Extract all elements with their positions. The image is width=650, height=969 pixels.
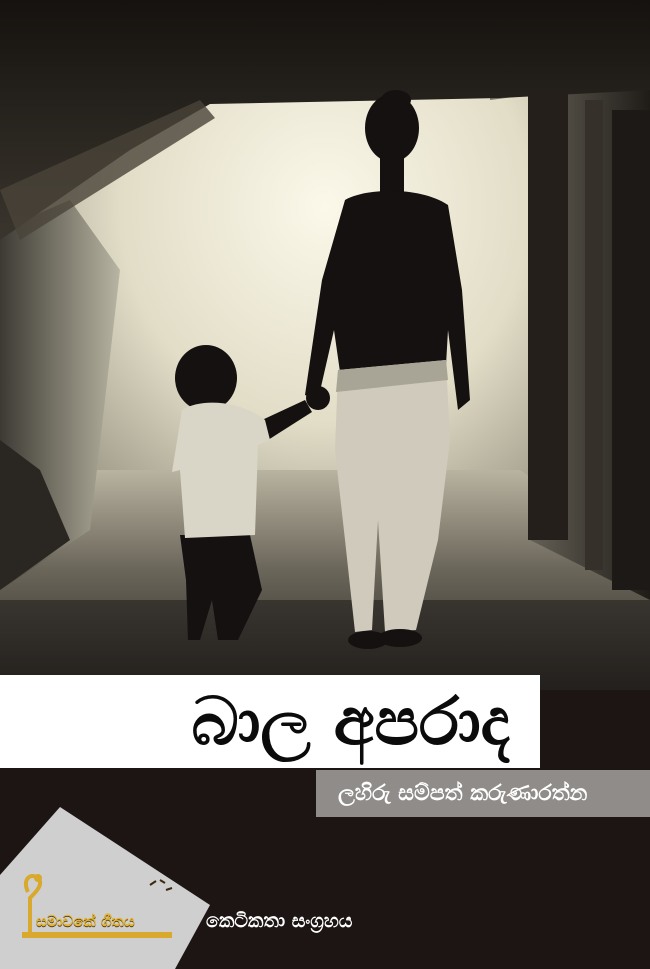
book-genre: කෙටිකතා සංග්‍රහය [206,910,353,932]
author-name: ලහිරු සම්පත් කරුණාරත්න [338,781,588,806]
title-band [0,675,540,768]
publisher-logo-panel [0,800,220,969]
publisher-name: සමාවකේ ගීතය [36,912,135,930]
author-band [316,770,650,817]
book-title: බාල අපරාද [191,683,510,760]
